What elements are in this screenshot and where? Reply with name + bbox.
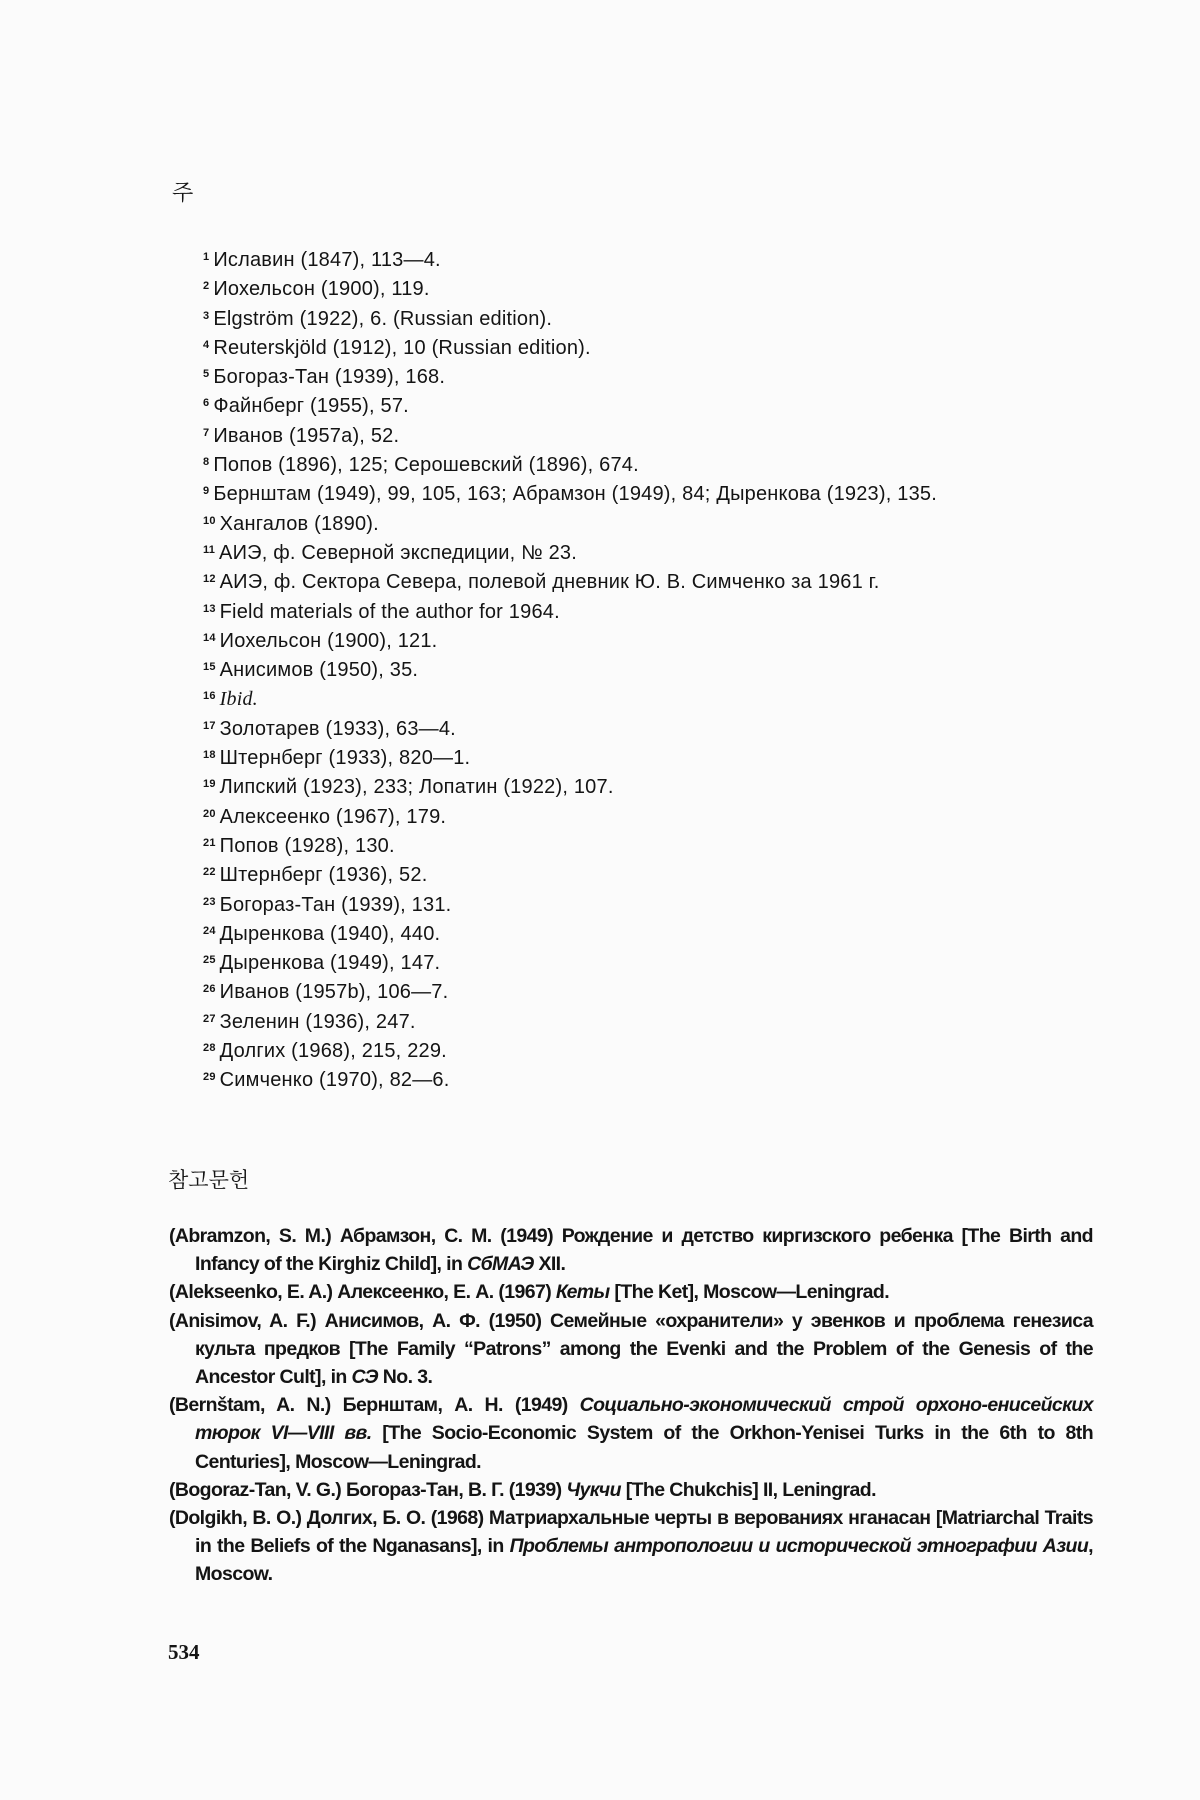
- footnote-item: [203, 1034, 937, 1063]
- footnote-item: [203, 800, 937, 829]
- reference-text: [The Ket], Moscow—Leningrad.: [609, 1281, 890, 1304]
- notes-heading: 주: [172, 181, 194, 206]
- page-number: 534: [168, 1640, 200, 1664]
- footnote-item: [203, 536, 937, 565]
- footnote-number: 6: [203, 397, 210, 410]
- reference-entry: [169, 1476, 1093, 1504]
- footnote-text: Дыренкова (1949), 147.: [219, 952, 441, 975]
- footnote-number: 15: [203, 661, 216, 674]
- footnote-text: Elgström (1922), 6. (Russian edition).: [213, 307, 553, 330]
- footnote-number: 3: [203, 309, 210, 322]
- footnote-item: [203, 360, 937, 389]
- footnote-item: [203, 624, 937, 653]
- footnote-number: 12: [203, 573, 216, 586]
- footnote-number: 21: [203, 836, 216, 849]
- footnote-number: 20: [203, 807, 216, 820]
- footnote-item: [203, 917, 937, 946]
- footnote-number: 28: [203, 1042, 216, 1055]
- footnote-item: [203, 477, 937, 506]
- footnote-text: Иславин (1847), 113—4.: [213, 249, 441, 271]
- footnote-text: Богораз-Тан (1939), 168.: [213, 366, 446, 389]
- footnote-item: [203, 946, 937, 975]
- footnote-text: Иохельсон (1900), 121.: [219, 629, 438, 652]
- footnote-item: [203, 682, 937, 711]
- footnote-number: 29: [203, 1071, 216, 1084]
- footnote-number: 2: [203, 280, 210, 293]
- footnote-item: [203, 243, 937, 272]
- footnote-number: 10: [203, 514, 216, 527]
- footnote-text: Зеленин (1936), 247.: [219, 1010, 416, 1033]
- reference-text: (Alekseenko, E. A.) Алексеенко, Е. А. (1967): [169, 1281, 556, 1304]
- footnote-item: [203, 507, 937, 536]
- reference-text: XII.: [533, 1253, 566, 1276]
- notes-list: [203, 243, 937, 1093]
- footnote-text: Файнберг (1955), 57.: [213, 395, 409, 418]
- footnote-text: Иванов (1957b), 106—7.: [219, 981, 449, 1004]
- footnote-item: [203, 741, 937, 770]
- footnote-number: 4: [203, 338, 210, 351]
- reference-text: [The Socio-Economic System of the Orkhon-Yenisei Turks in the 6th to 8th Centuries], Moscow—Leningrad.: [195, 1422, 1094, 1473]
- footnote-text: Дыренкова (1940), 440.: [219, 922, 441, 945]
- footnote-item: [203, 975, 937, 1004]
- footnote-number: 24: [203, 924, 216, 937]
- footnote-text: Бернштам (1949), 99, 105, 163; Абрамзон (1949), 84; Дыренкова (1923), 135.: [213, 483, 937, 506]
- footnote-number: 22: [203, 866, 216, 879]
- footnote-item: [203, 331, 937, 360]
- reference-entry: [169, 1391, 1093, 1476]
- footnote-item: [203, 272, 937, 301]
- footnote-number: 8: [203, 456, 210, 469]
- footnote-text: Штернберг (1936), 52.: [219, 864, 428, 887]
- footnote-text: Симченко (1970), 82—6.: [219, 1069, 450, 1092]
- footnote-number: 26: [203, 983, 216, 996]
- reference-entry: [169, 1222, 1093, 1278]
- footnote-number: 16: [203, 690, 216, 703]
- reference-text: [The Chukchis] II, Leningrad.: [620, 1478, 876, 1501]
- footnote-item: [203, 888, 937, 917]
- references-list: [169, 1222, 1093, 1589]
- footnote-number: 27: [203, 1012, 216, 1025]
- footnote-item: [203, 419, 937, 448]
- reference-text: (Bernštam, A. N.) Бернштам, А. Н. (1949): [169, 1394, 580, 1417]
- footnote-item: [203, 858, 937, 887]
- footnote-item: [203, 1005, 937, 1034]
- footnote-item: [203, 712, 937, 741]
- footnote-number: 14: [203, 631, 216, 644]
- footnote-text: Попов (1928), 130.: [219, 834, 395, 857]
- footnote-number: 13: [203, 602, 216, 615]
- footnote-text: АИЭ, ф. Сектора Севера, полевой дневник Ю. В. Симченко за 1961 г.: [219, 571, 880, 594]
- footnote-text: Золотарев (1933), 63—4.: [219, 717, 456, 740]
- footnote-text: Богораз-Тан (1939), 131.: [219, 893, 452, 916]
- reference-title-italic: Проблемы антропологии и исторической этнографии Азии: [509, 1535, 1089, 1558]
- reference-title-italic: Социально-экономический строй орхоно-енисейских тюрок VI—VIII вв.: [195, 1394, 1093, 1445]
- footnote-number: 25: [203, 954, 216, 967]
- footnote-item: [203, 595, 937, 624]
- reference-text: (Anisimov, A. F.) Анисимов, А. Ф. (1950) Семейные «охранители» у эвенков и проблема генезиса культа предков [The Family “Patrons” among the Evenki and the Problem of the Genesis of the Ancestor Cult], in: [169, 1309, 1093, 1389]
- reference-text: , Moscow.: [195, 1535, 1093, 1586]
- footnote-text: Иохельсон (1900), 119.: [213, 278, 430, 301]
- reference-title-italic: Кеты: [555, 1281, 610, 1304]
- footnote-item: [203, 829, 937, 858]
- reference-text: No. 3.: [377, 1366, 433, 1389]
- footnote-item: [203, 448, 937, 477]
- footnote-number: 18: [203, 749, 216, 762]
- footnote-number: 1: [203, 251, 210, 263]
- reference-text: (Dolgikh, B. O.) Долгих, Б. О. (1968) Матриархальные черты в верованиях нганасан [Matriarchal Traits in the Beliefs of the Nganasans], in: [169, 1507, 1093, 1558]
- footnote-number: 9: [203, 485, 210, 498]
- footnote-text: Попов (1896), 125; Серошевский (1896), 674.: [213, 454, 639, 477]
- reference-title-italic: СбМАЭ: [467, 1253, 534, 1276]
- footnote-item: [203, 653, 937, 682]
- footnote-text: Хангалов (1890).: [219, 512, 379, 535]
- footnote-number: 11: [203, 543, 216, 556]
- footnote-item: [203, 1063, 937, 1092]
- footnote-text: Алексеенко (1967), 179.: [219, 805, 447, 828]
- footnote-item: [203, 389, 937, 418]
- footnote-text: Долгих (1968), 215, 229.: [219, 1040, 447, 1063]
- reference-text: (Abramzon, S. M.) Абрамзон, С. М. (1949) Рождение и детство киргизского ребенка [The Birth and Infancy of the Kirghiz Child], in: [169, 1225, 1093, 1276]
- footnote-text: Анисимов (1950), 35.: [219, 659, 419, 682]
- footnote-text: Иванов (1957a), 52.: [213, 424, 400, 447]
- footnote-number: 19: [203, 778, 216, 791]
- reference-entry: [169, 1307, 1093, 1392]
- reference-title-italic: СЭ: [351, 1366, 378, 1389]
- footnote-text: Штернберг (1933), 820—1.: [219, 747, 471, 770]
- reference-text: (Bogoraz-Tan, V. G.) Богораз-Тан, В. Г. (1939): [169, 1478, 567, 1501]
- footnote-item: [203, 565, 937, 594]
- footnote-item: [203, 302, 937, 331]
- reference-entry: [169, 1504, 1093, 1589]
- footnote-number: 7: [203, 426, 210, 439]
- footnote-number: 17: [203, 719, 216, 732]
- footnote-text: Липский (1923), 233; Лопатин (1922), 107.: [219, 776, 614, 799]
- footnote-text: АИЭ, ф. Северной экспедиции, № 23.: [219, 541, 577, 564]
- footnote-text: Ibid.: [219, 688, 258, 711]
- reference-entry: [169, 1278, 1093, 1306]
- footnote-item: [203, 770, 937, 799]
- reference-title-italic: Чукчи: [566, 1478, 621, 1501]
- footnote-number: 5: [203, 368, 210, 381]
- references-heading: 참고문헌: [168, 1168, 250, 1192]
- footnote-number: 23: [203, 895, 216, 908]
- footnote-text: Field materials of the author for 1964.: [219, 600, 560, 623]
- footnote-text: Reuterskjöld (1912), 10 (Russian edition).: [213, 336, 591, 359]
